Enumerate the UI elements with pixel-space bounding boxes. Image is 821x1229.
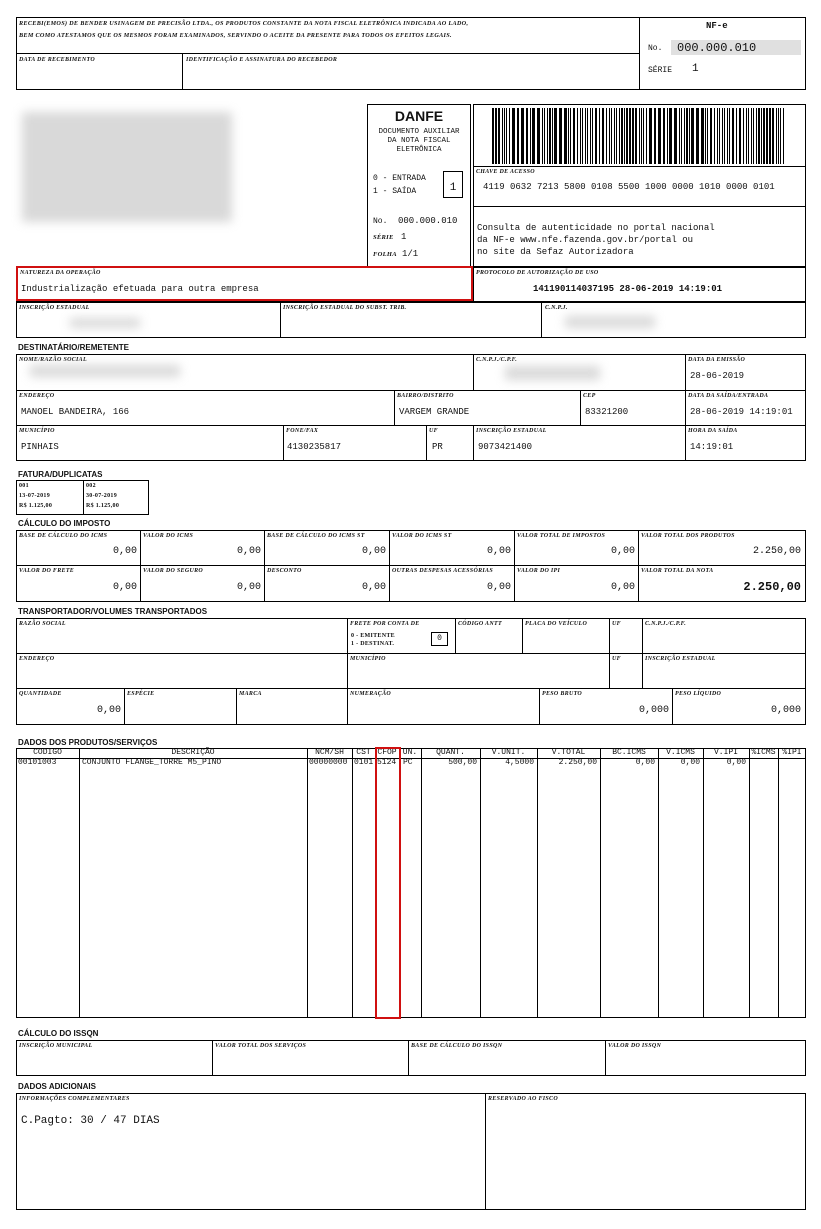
transp-placa-label: PLACA DO VEÍCULO: [525, 621, 588, 627]
data-recebimento-label: DATA DE RECEBIMENTO: [19, 57, 95, 63]
v-total-produtos-value: 2.250,00: [752, 546, 801, 557]
row-cst: 0101: [354, 758, 374, 767]
col-ncm: NCM/SH: [315, 748, 344, 757]
col-vicms: V.ICMS: [666, 748, 695, 757]
danfe-no-label: No.: [373, 217, 388, 226]
row-bcicms: 0,00: [635, 758, 655, 767]
emitente-logo: [22, 112, 232, 222]
canhoto-serie-value: 1: [692, 63, 699, 75]
info-complementares-value: C.Pagto: 30 / 47 DIAS: [21, 1115, 160, 1127]
v-icms-value: 0,00: [236, 546, 261, 557]
bc-icms-st-label: BASE DE CÁLCULO DO ICMS ST: [267, 533, 365, 539]
col-vunit: V.UNIT.: [491, 748, 526, 757]
transportador-section: TRANSPORTADOR/VOLUMES TRANSPORTADOS: [18, 607, 208, 616]
v-total-nota-value: 2.250,00: [743, 580, 801, 594]
transp-frete-1: 1 - DESTINAT.: [351, 641, 395, 647]
v-icms-label: VALOR DO ICMS: [143, 533, 194, 539]
row-un: PC: [403, 758, 413, 767]
col-cst: CST: [356, 748, 371, 757]
issqn-total-label: VALOR TOTAL DOS SERVIÇOS: [215, 1043, 307, 1049]
transp-endereco-label: ENDEREÇO: [19, 656, 55, 662]
protocolo-label: PROTOCOLO DE AUTORIZAÇÃO DE USO: [476, 270, 599, 276]
dest-endereco-value: MANOEL BANDEIRA, 166: [21, 407, 130, 417]
row-codigo: 00101003: [18, 758, 57, 767]
row-ncm: 00000000: [309, 758, 348, 767]
dest-nome-blur: [30, 365, 180, 377]
natureza-value: Industrialização efetuada para outra empresa: [21, 284, 259, 294]
transp-cnpj-label: C.N.P.J./C.P.F.: [645, 621, 687, 627]
dest-cep-value: 83321200: [585, 407, 629, 417]
v-total-impostos-label: VALOR TOTAL DE IMPOSTOS: [517, 533, 606, 539]
produtos-section: DADOS DOS PRODUTOS/SERVIÇOS: [18, 738, 158, 747]
consulta-2: da NF-e www.nfe.fazenda.gov.br/portal ou: [477, 235, 694, 245]
fatura-venc-1: 13-07-2019: [19, 493, 50, 499]
chave-value: 4119 0632 7213 5800 0108 5500 1000 0000 1010 0000 0101: [483, 182, 775, 192]
fatura-section: FATURA/DUPLICATAS: [18, 470, 103, 479]
dest-hora-label: HORA DA SAÍDA: [688, 428, 738, 434]
col-cfop: CFOP: [377, 748, 397, 757]
transp-razao-label: RAZÃO SOCIAL: [19, 621, 66, 627]
consulta-1: Consulta de autenticidade no portal nacional: [477, 223, 715, 233]
canhoto-serie-label: SÉRIE: [648, 66, 673, 75]
transp-ie-label: INSCRIÇÃO ESTADUAL: [645, 656, 716, 662]
row-vipi: 0,00: [726, 758, 746, 767]
v-total-produtos-label: VALOR TOTAL DOS PRODUTOS: [641, 533, 735, 539]
v-frete-label: VALOR DO FRETE: [19, 568, 75, 574]
danfe-title: DANFE: [394, 108, 444, 124]
danfe-subtitle-1: DOCUMENTO AUXILIAR: [378, 128, 460, 136]
col-quant: QUANT.: [436, 748, 465, 757]
canhoto-no-value: 000.000.010: [677, 41, 757, 55]
dest-cnpj-label: C.N.P.J./C.P.F.: [476, 357, 518, 363]
danfe-serie-value: 1: [401, 232, 407, 242]
col-un: UN.: [402, 748, 418, 757]
bc-icms-label: BASE DE CÁLCULO DO ICMS: [19, 533, 108, 539]
transp-marca-label: MARCA: [239, 691, 262, 697]
protocolo-value: 141190114037195 28-06-2019 14:19:01: [533, 284, 723, 294]
danfe-subtitle-2: DA NOTA FISCAL: [387, 137, 451, 145]
issqn-im-label: INSCRIÇÃO MUNICIPAL: [19, 1043, 93, 1049]
danfe-serie-label: SÉRIE: [373, 234, 394, 241]
cfop-highlight: [375, 747, 401, 1019]
transp-municipio-label: MUNICÍPIO: [350, 656, 386, 662]
transp-frete-value: 0: [437, 634, 442, 643]
row-vtotal: 2.250,00: [558, 758, 597, 767]
consulta-3: no site da Sefaz Autorizadora: [477, 247, 634, 257]
chave-label: CHAVE DE ACESSO: [476, 169, 535, 175]
transp-peso-bruto-value: 0,000: [638, 705, 669, 716]
danfe-folha-label: FOLHA: [373, 251, 397, 258]
desconto-value: 0,00: [361, 582, 386, 593]
row-vunit: 4,5000: [505, 758, 534, 767]
danfe-no-value: 000.000.010: [398, 216, 458, 226]
canhoto-nfe-title: NF-e: [706, 21, 728, 31]
transp-qtd-value: 0,00: [96, 705, 121, 716]
issqn-section: CÁLCULO DO ISSQN: [18, 1029, 99, 1038]
transp-numeracao-label: NUMERAÇÃO: [350, 691, 392, 697]
dest-bairro-value: VARGEM GRANDE: [399, 407, 470, 417]
v-seguro-label: VALOR DO SEGURO: [143, 568, 204, 574]
danfe-entrada: 0 - ENTRADA: [373, 174, 426, 183]
outras-despesas-label: OUTRAS DESPESAS ACESSÓRIAS: [392, 568, 493, 574]
emitente-cnpj-blur: [565, 316, 655, 328]
canhoto-no-label: No.: [648, 44, 663, 53]
dest-ie-label: INSCRIÇÃO ESTADUAL: [476, 428, 547, 434]
emitente-ie-st-label: INSCRIÇÃO ESTADUAL DO SUBST. TRIB.: [283, 305, 407, 311]
canhoto-text-1: RECEBI(EMOS) DE BENDER USINAGEM DE PRECISÃO LTDA., OS PRODUTOS CONSTANTE DA NOTA FISCAL ELETRÔNICA INDICADA AO LADO,: [19, 20, 469, 27]
imposto-section: CÁLCULO DO IMPOSTO: [18, 519, 111, 528]
row-quant: 500,00: [448, 758, 477, 767]
info-complementares-label: INFORMAÇÕES COMPLEMENTARES: [19, 1096, 130, 1102]
col-descricao: DESCRIÇÃO: [171, 748, 215, 757]
fatura-valor-1: R$ 1.125,00: [19, 503, 53, 509]
outras-despesas-value: 0,00: [486, 582, 511, 593]
desconto-label: DESCONTO: [267, 568, 302, 574]
fatura-num-2: 002: [86, 483, 96, 489]
danfe-folha-value: 1/1: [402, 249, 419, 259]
transp-frete-0: 0 - EMITENTE: [351, 633, 395, 639]
fatura-venc-2: 30-07-2019: [86, 493, 117, 499]
transp-frete-label: FRETE POR CONTA DE: [350, 621, 420, 627]
transp-antt-label: CÓDIGO ANTT: [458, 621, 502, 627]
produtos-table: [16, 748, 806, 1018]
danfe-subtitle-3: ELETRÔNICA: [396, 146, 442, 154]
row-vicms: 0,00: [680, 758, 700, 767]
bc-icms-value: 0,00: [112, 546, 137, 557]
v-ipi-label: VALOR DO IPI: [517, 568, 561, 574]
dest-bairro-label: BAIRRO/DISTRITO: [397, 393, 454, 399]
dest-ie-value: 9073421400: [478, 442, 533, 452]
col-picms: %ICMS: [751, 748, 776, 757]
dest-fone-value: 4130235817: [287, 442, 342, 452]
dest-endereco-label: ENDEREÇO: [19, 393, 55, 399]
v-seguro-value: 0,00: [236, 582, 261, 593]
issqn-base-label: BASE DE CÁLCULO DO ISSQN: [411, 1043, 503, 1049]
v-ipi-value: 0,00: [610, 582, 635, 593]
dest-uf-label: UF: [429, 428, 438, 434]
dest-municipio-label: MUNICÍPIO: [19, 428, 55, 434]
emitente-ie-blur: [70, 318, 140, 328]
col-vtotal: V.TOTAL: [551, 748, 586, 757]
col-codigo: CODIGO: [33, 748, 62, 757]
issqn-valor-label: VALOR DO ISSQN: [608, 1043, 662, 1049]
transp-uf2-label: UF: [612, 656, 621, 662]
transp-especie-label: ESPÉCIE: [127, 691, 155, 697]
bc-icms-st-value: 0,00: [361, 546, 386, 557]
emitente-cnpj-label: C.N.P.J.: [545, 305, 568, 311]
transp-qtd-label: QUANTIDADE: [19, 691, 62, 697]
dest-emissao-value: 28-06-2019: [690, 371, 745, 381]
dest-saida-label: DATA DA SAÍDA/ENTRADA: [688, 393, 769, 399]
v-icms-st-value: 0,00: [486, 546, 511, 557]
emitente-ie-label: INSCRIÇÃO ESTADUAL: [19, 305, 90, 311]
v-icms-st-label: VALOR DO ICMS ST: [392, 533, 452, 539]
row-descricao: CONJUNTO FLANGE_TORRE M5_PINO: [82, 758, 222, 767]
natureza-label: NATUREZA DA OPERAÇÃO: [20, 270, 101, 276]
col-vipi: V.IPI: [713, 748, 738, 757]
dest-uf-value: PR: [432, 442, 443, 452]
fatura-num-1: 001: [19, 483, 29, 489]
adicionais-section: DADOS ADICIONAIS: [18, 1082, 96, 1091]
dest-emissao-label: DATA DA EMISSÃO: [688, 357, 746, 363]
danfe-tipo: 1: [449, 182, 457, 194]
dest-municipio-value: PINHAIS: [21, 442, 59, 452]
fatura-valor-2: R$ 1.125,00: [86, 503, 120, 509]
canhoto-text-2: BEM COMO ATESTAMOS QUE OS MESMOS FORAM EXAMINADOS, SERVINDO O ACEITE DA PRESENTE PARA TODOS OS EFEITOS LEGAIS.: [19, 32, 452, 39]
dest-nome-label: NOME/RAZÃO SOCIAL: [19, 357, 87, 363]
col-pipi: %IPI: [782, 748, 802, 757]
danfe-saida: 1 - SAÍDA: [373, 187, 417, 196]
transp-uf-label: UF: [612, 621, 621, 627]
transp-peso-liquido-label: PESO LÍQUIDO: [675, 691, 722, 697]
dest-hora-value: 14:19:01: [690, 442, 734, 452]
dest-cnpj-blur: [505, 366, 600, 380]
dest-fone-label: FONE/FAX: [286, 428, 319, 434]
v-total-impostos-value: 0,00: [610, 546, 635, 557]
dest-cep-label: CEP: [583, 393, 596, 399]
identificacao-recebedor-label: IDENTIFICAÇÃO E ASSINATURA DO RECEBEDOR: [186, 57, 338, 63]
v-total-nota-label: VALOR TOTAL DA NOTA: [641, 568, 714, 574]
row-cfop: 5124: [377, 758, 397, 767]
barcode: [490, 108, 790, 164]
destinatario-section: DESTINATÁRIO/REMETENTE: [18, 343, 129, 352]
reservado-fisco-label: RESERVADO AO FISCO: [488, 1096, 558, 1102]
dest-saida-value: 28-06-2019 14:19:01: [690, 407, 793, 417]
v-frete-value: 0,00: [112, 582, 137, 593]
transp-peso-bruto-label: PESO BRUTO: [542, 691, 583, 697]
transp-peso-liquido-value: 0,000: [770, 705, 801, 716]
col-bcicms: BC.ICMS: [612, 748, 646, 757]
